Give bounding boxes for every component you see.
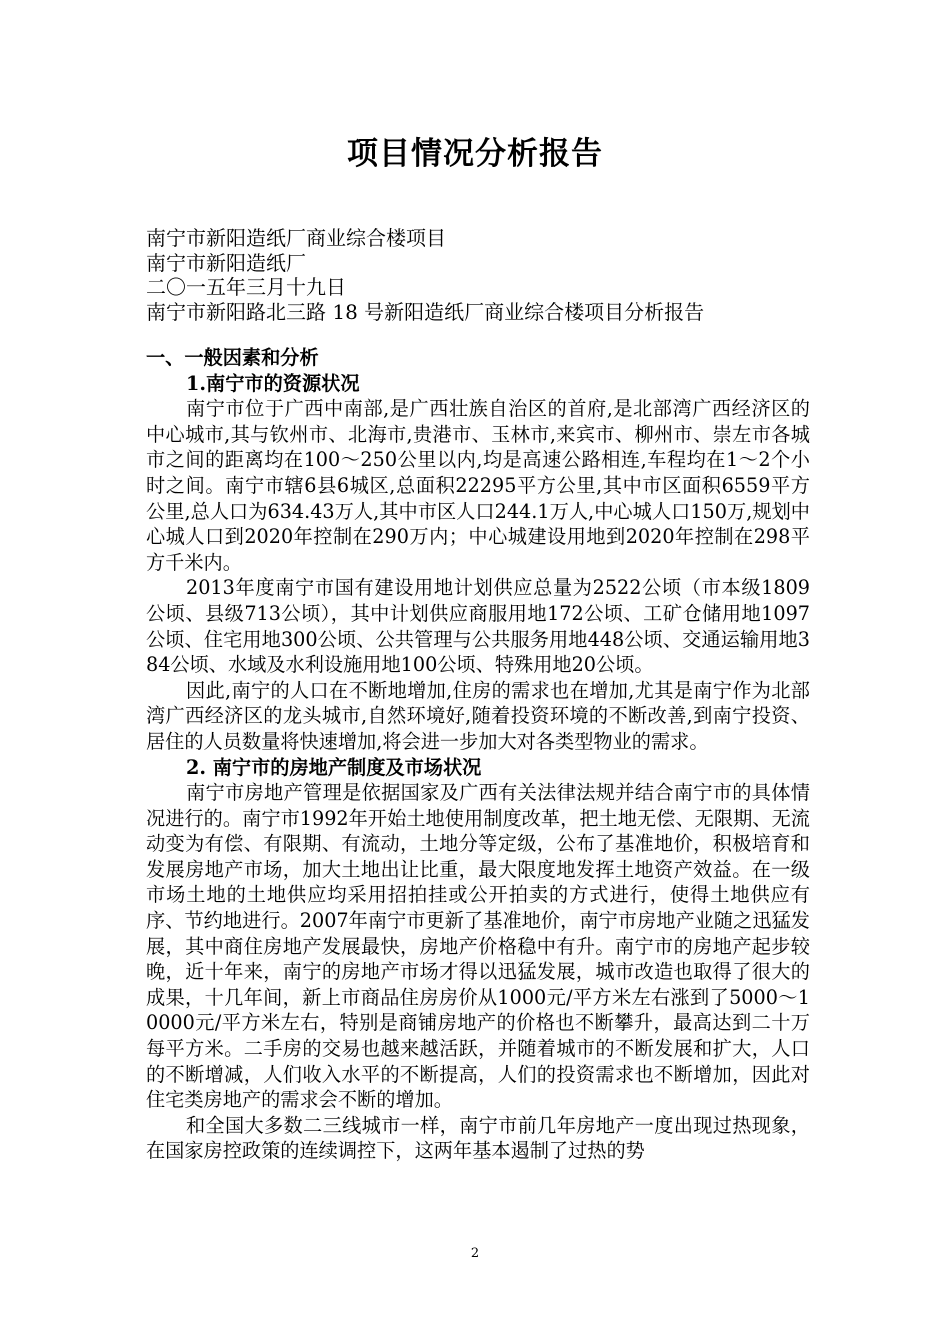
paragraph: 和全国大多数二三线城市一样，南宁市前几年房地产一度出现过热现象，在国家房控政策的连续调控下，这两年基本遏制了过热的势 xyxy=(146,1113,810,1163)
subsection-heading: 2. 南宁市的房地产制度及市场状况 xyxy=(186,755,482,779)
subsection-heading: 1.南宁市的资源状况 xyxy=(186,371,360,395)
paragraph: 2013年度南宁市国有建设用地计划供应总量为2522公顷（市本级1809公顷、县级713公顷），其中计划供应商服用地172公顷、工矿仓储用地1097公顷、住宅用地300公顷、公共管理与公共服务用地448公顷、交通运输用地384公顷、水域及水利设施用地100公顷、特殊用地20公顷。 xyxy=(146,576,810,677)
document-body xyxy=(146,345,810,1164)
paragraph: 南宁市房地产管理是依据国家及广西有关法律法规并结合南宁市的具体情况进行的。南宁市1992年开始土地使用制度改革，把土地无偿、无限期、无流动变为有偿、有限期、有流动，土地分等定级，公布了基准地价，积极培育和发展房地产市场，加大土地出让比重，最大限度地发挥土地资产效益。在一级市场土地的土地供应均采用招拍挂或公开拍卖的方式进行，使得土地供应有序、节约地进行。2007年南宁市更新了基准地价，南宁市房地产业随之迅猛发展，其中商住房地产发展最快，房地产价格稳中有升。南宁市的房地产起步较晚，近十年来，南宁的房地产市场才得以迅猛发展，城市改造也取得了很大的成果，十几年间，新上市商品住房房价从1000元/平方米左右涨到了5000～10000元/平方米左右，特别是商铺房地产的价格也不断攀升，最高达到二十万每平方米。二手房的交易也越来越活跃，并随着城市的不断发展和扩大，人口的不断增减，人们收入水平的不断提高，人们的投资需求也不断增加，因此对住宅类房地产的需求会不断的增加。 xyxy=(146,781,810,1112)
document-meta xyxy=(146,226,826,324)
page-number: 2 xyxy=(470,1246,480,1261)
organization-line: 南宁市新阳造纸厂 xyxy=(146,250,306,275)
paragraph: 因此,南宁的人口在不断地增加,住房的需求也在增加,尤其是南宁作为北部湾广西经济区的龙头城市,自然环境好,随着投资环境的不断改善,到南宁投资、居住的人员数量将快速增加,将会进一步加大对各类型物业的需求。 xyxy=(146,678,810,753)
document-title: 项目情况分析报告 xyxy=(347,136,603,172)
paragraph: 南宁市位于广西中南部,是广西壮族自治区的首府,是北部湾广西经济区的中心城市,其与钦州市、北海市,贵港市、玉林市,来宾市、柳州市、崇左市各城市之间的距离均在100～250公里以内,均是高速公路相连,车程均在1～2个小时之间。南宁市辖6县6城区,总面积22295平方公里,其中市区面积6559平方公里,总人口为634.43万人,其中市区人口244.1万人,中心城人口150万,规划中心城人口到2020年控制在290万内；中心城建设用地到2020年控制在298平方千米内。 xyxy=(146,397,810,574)
report-subject-line: 南宁市新阳路北三路 18 号新阳造纸厂商业综合楼项目分析报告 xyxy=(146,299,705,324)
section-heading: 一、一般因素和分析 xyxy=(146,346,319,369)
project-name-line: 南宁市新阳造纸厂商业综合楼项目 xyxy=(146,226,446,250)
date-line: 二〇一五年三月十九日 xyxy=(146,275,346,299)
